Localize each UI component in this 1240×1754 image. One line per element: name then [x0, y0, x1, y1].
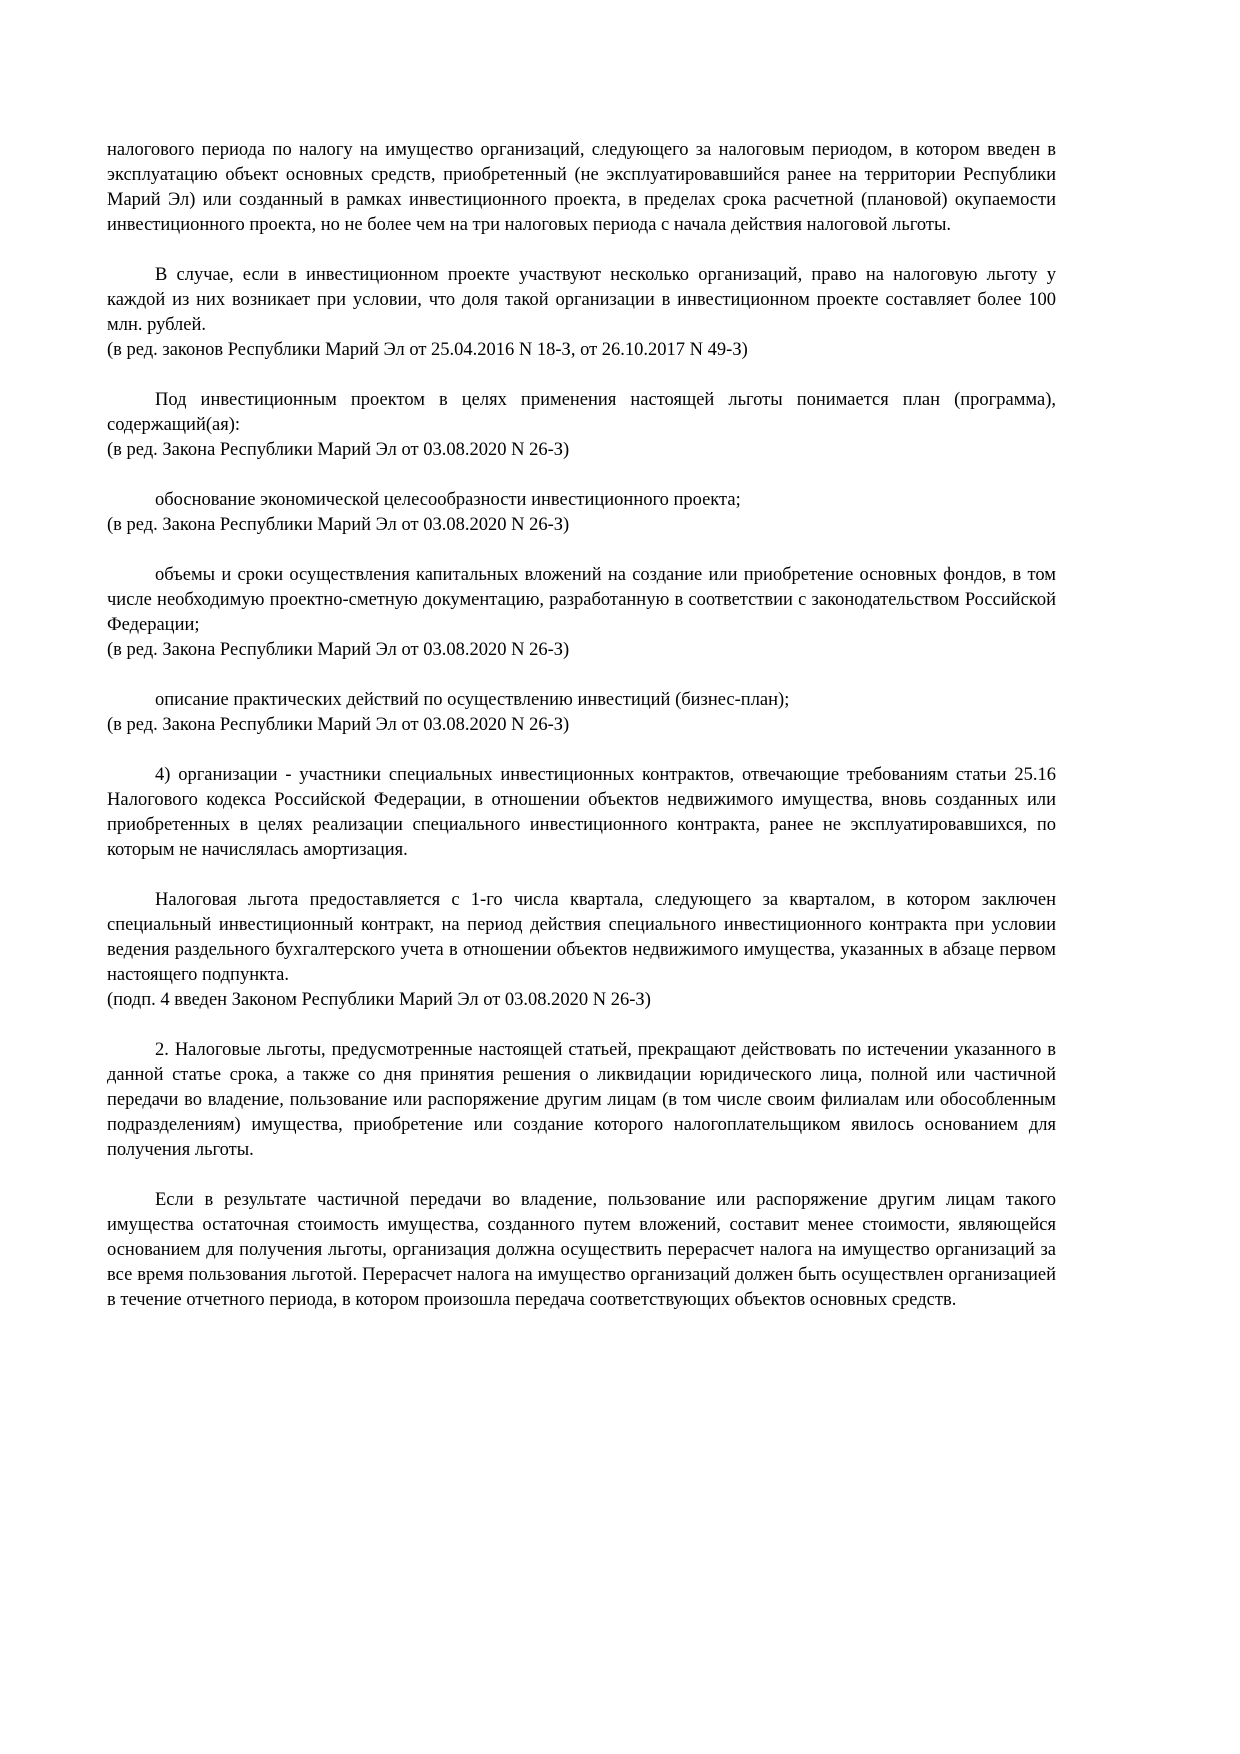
paragraph: описание практических действий по осуществлению инвестиций (бизнес-план); [155, 690, 790, 710]
amendment-note: (в ред. Закона Республики Марий Эл от 03.08.2020 N 26-З) [107, 440, 570, 460]
amendment-note: (в ред. Закона Республики Марий Эл от 03.08.2020 N 26-З) [107, 715, 570, 735]
amendment-note: (в ред. законов Республики Марий Эл от 25.04.2016 N 18-З, от 26.10.2017 N 49-З) [107, 340, 748, 360]
paragraph-continuation: налогового периода по налогу на имущество организаций, следующего за налоговым периодом, в котором введен в эксплуатацию объект основных средств, приобретенный (не эксплуатировавшийся ранее на территории Республики Марий Эл) или созданный в рамках инвестиционного проекта, в пределах срока расчетной (плановой) окупаемости инвестиционного проекта, но не более чем на три налоговых периода с начала действия налоговой льготы. [107, 140, 1056, 235]
paragraph: Если в результате частичной передачи во владение, пользование или распоряжение другим лицам такого имущества остаточная стоимость имущества, созданного путем вложений, составит менее стоимости, являющейся основанием для получения льготы, организация должна осуществить перерасчет налога на имущество организаций за все время пользования льготой. Перерасчет налога на имущество организаций должен быть осуществлен организацией в течение отчетного периода, в котором произошла передача соответствующих объектов основных средств. [107, 1190, 1056, 1310]
paragraph: Налоговая льгота предоставляется с 1-го числа квартала, следующего за кварталом, в котором заключен специальный инвестиционный контракт, на период действия специального инвестиционного контракта при условии ведения раздельного бухгалтерского учета в отношении объектов недвижимого имущества, указанных в абзаце первом настоящего подпункта. [107, 890, 1056, 985]
paragraph-item-2: 2. Налоговые льготы, предусмотренные настоящей статьей, прекращают действовать по истечении указанного в данной статье срока, а также со дня принятия решения о ликвидации юридического лица, полной или частичной передачи во владение, пользование или распоряжение другим лицам (в том числе своим филиалам или обособленным подразделениям) имущества, приобретение или создание которого налогоплательщиком явилось основанием для получения льготы. [107, 1040, 1056, 1160]
paragraph: Под инвестиционным проектом в целях применения настоящей льготы понимается план (программа), содержащий(ая): [107, 390, 1056, 435]
paragraph-item-4: 4) организации - участники специальных инвестиционных контрактов, отвечающие требованиям статьи 25.16 Налогового кодекса Российской Федерации, в отношении объектов недвижимого имущества, вновь созданных или приобретенных в целях реализации специального инвестиционного контракта, ранее не эксплуатировавшихся, по которым не начислялась амортизация. [107, 765, 1056, 860]
paragraph: объемы и сроки осуществления капитальных вложений на создание или приобретение основных фондов, в том числе необходимую проектно-сметную документацию, разработанную в соответствии с законодательством Российской Федерации; [107, 565, 1056, 635]
amendment-note: (в ред. Закона Республики Марий Эл от 03.08.2020 N 26-З) [107, 515, 570, 535]
amendment-note: (в ред. Закона Республики Марий Эл от 03.08.2020 N 26-З) [107, 640, 570, 660]
amendment-note: (подп. 4 введен Законом Республики Марий Эл от 03.08.2020 N 26-З) [107, 990, 651, 1010]
paragraph: В случае, если в инвестиционном проекте участвуют несколько организаций, право на налоговую льготу у каждой из них возникает при условии, что доля такой организации в инвестиционном проекте составляет более 100 млн. рублей. [107, 265, 1056, 335]
paragraph: обоснование экономической целесообразности инвестиционного проекта; [155, 490, 741, 510]
